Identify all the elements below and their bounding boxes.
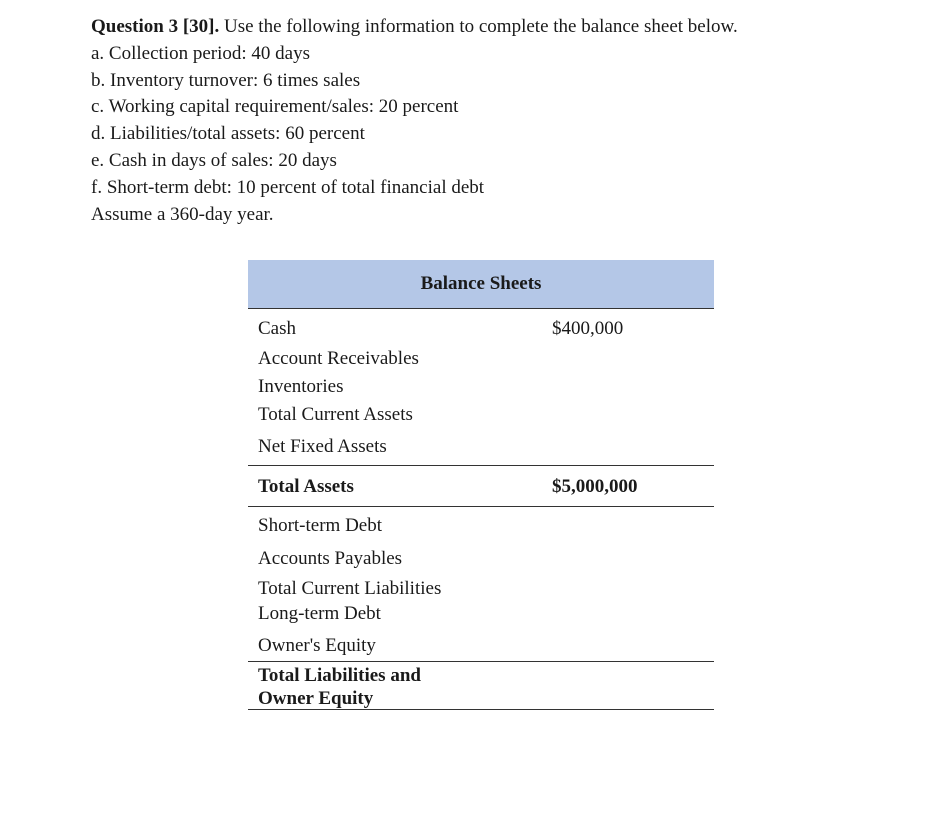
row-label-long-term-debt: Long-term Debt (258, 603, 381, 624)
rule-above-total-liabilities (248, 661, 714, 662)
question-instruction: Use the following information to complete the balance sheet below. (219, 16, 738, 37)
row-label-accounts-payables: Accounts Payables (258, 548, 403, 569)
row-label-account-receivables: Account Receivables (258, 348, 419, 369)
balance-sheet-header (248, 260, 714, 309)
rule-below-total-assets (248, 506, 714, 507)
row-label-total-current-liabilities: Total Current Liabilities (258, 578, 442, 599)
row-value-total-assets: $5,000,000 (552, 476, 638, 497)
question-intro (91, 14, 911, 41)
row-label-total-current-assets: Total Current Assets (258, 404, 413, 425)
rule-table-bottom (248, 709, 714, 710)
given-item-f: f. Short-term debt: 10 percent of total financial debt (91, 176, 485, 198)
given-item-b: b. Inventory turnover: 6 times sales (91, 69, 361, 91)
row-label-cash: Cash (258, 318, 296, 339)
balance-sheet-table (248, 260, 714, 709)
row-label-total-liabilities-line1: Total Liabilities and (258, 665, 421, 686)
rule-above-total-assets (248, 465, 714, 466)
given-item-c: c. Working capital requirement/sales: 20 percent (91, 96, 459, 118)
row-label-short-term-debt: Short-term Debt (258, 515, 383, 536)
question-block (91, 14, 911, 228)
balance-sheet-title: Balance Sheets (420, 273, 542, 294)
assumption-note: Assume a 360-day year. (91, 203, 274, 225)
given-item-e: e. Cash in days of sales: 20 days (91, 149, 337, 171)
given-item-a: a. Collection period: 40 days (91, 42, 310, 64)
question-heading: Question 3 [30]. (91, 16, 220, 37)
row-label-inventories: Inventories (258, 376, 344, 397)
given-item-d: d. Liabilities/total assets: 60 percent (91, 123, 365, 145)
row-label-total-assets: Total Assets (258, 476, 354, 497)
row-value-cash: $400,000 (552, 318, 624, 339)
row-label-total-liabilities-line2: Owner Equity (258, 688, 374, 709)
row-label-owners-equity: Owner's Equity (258, 635, 376, 656)
row-label-net-fixed-assets: Net Fixed Assets (258, 436, 387, 457)
